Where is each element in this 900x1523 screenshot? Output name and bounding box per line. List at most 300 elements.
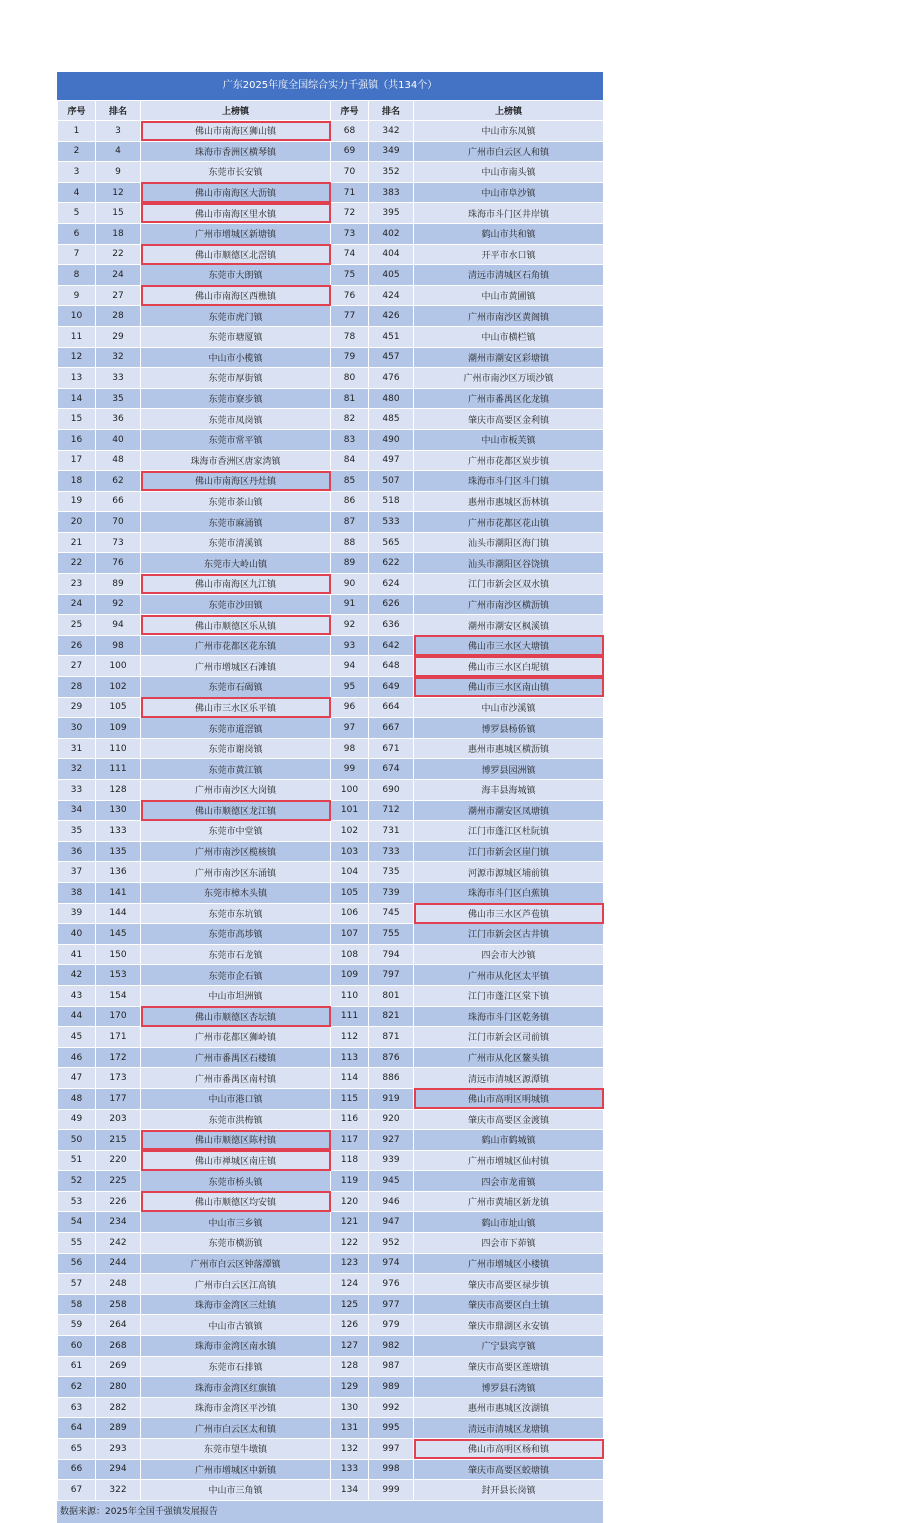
right-index-cell: 113 bbox=[331, 1047, 369, 1068]
left-rank-cell: 172 bbox=[96, 1047, 141, 1068]
header-row bbox=[58, 101, 604, 121]
left-rank-cell: 170 bbox=[96, 1006, 141, 1027]
left-town-cell: 中山市坦洲镇 bbox=[141, 985, 331, 1006]
right-town-cell: 江门市新会区古井镇 bbox=[414, 924, 604, 945]
right-rank-cell: 426 bbox=[369, 306, 414, 327]
left-index-cell: 11 bbox=[58, 326, 96, 347]
right-town-cell: 江门市新会区崖门镇 bbox=[414, 841, 604, 862]
left-town-cell: 东莞市桥头镇 bbox=[141, 1171, 331, 1192]
left-town-cell: 中山市港口镇 bbox=[141, 1088, 331, 1109]
right-rank-cell: 992 bbox=[369, 1397, 414, 1418]
left-index-cell: 46 bbox=[58, 1047, 96, 1068]
right-index-cell: 106 bbox=[331, 903, 369, 924]
right-index-cell: 112 bbox=[331, 1027, 369, 1048]
right-town-cell: 肇庆市高要区莲塘镇 bbox=[414, 1356, 604, 1377]
left-town-cell-highlighted: 佛山市南海区里水镇 bbox=[141, 203, 331, 224]
left-index-cell: 67 bbox=[58, 1480, 96, 1501]
right-town-cell: 中山市沙溪镇 bbox=[414, 697, 604, 718]
right-rank-cell: 733 bbox=[369, 841, 414, 862]
right-rank-cell: 451 bbox=[369, 326, 414, 347]
right-rank-cell: 636 bbox=[369, 615, 414, 636]
right-index-cell: 109 bbox=[331, 965, 369, 986]
left-rank-cell: 150 bbox=[96, 944, 141, 965]
left-index-cell: 4 bbox=[58, 182, 96, 203]
left-rank-cell: 242 bbox=[96, 1233, 141, 1254]
left-index-cell: 35 bbox=[58, 821, 96, 842]
right-town-cell: 开平市水口镇 bbox=[414, 244, 604, 265]
right-index-cell: 89 bbox=[331, 553, 369, 574]
left-index-cell: 2 bbox=[58, 141, 96, 162]
left-town-cell-highlighted: 佛山市三水区乐平镇 bbox=[141, 697, 331, 718]
right-index-cell: 73 bbox=[331, 223, 369, 244]
right-index-cell: 133 bbox=[331, 1459, 369, 1480]
table-row bbox=[58, 409, 604, 430]
left-index-cell: 32 bbox=[58, 759, 96, 780]
left-rank-cell: 268 bbox=[96, 1336, 141, 1357]
right-rank-cell: 739 bbox=[369, 882, 414, 903]
left-rank-cell: 173 bbox=[96, 1068, 141, 1089]
table-title: 广东2025年度全国综合实力千强镇（共134个） bbox=[57, 72, 603, 100]
left-town-cell: 中山市小榄镇 bbox=[141, 347, 331, 368]
right-rank-cell: 974 bbox=[369, 1253, 414, 1274]
left-index-cell: 61 bbox=[58, 1356, 96, 1377]
left-index-cell: 8 bbox=[58, 265, 96, 286]
left-town-cell: 广州市花都区狮岭镇 bbox=[141, 1027, 331, 1048]
table-row bbox=[58, 141, 604, 162]
left-rank-cell: 135 bbox=[96, 841, 141, 862]
left-index-cell: 31 bbox=[58, 738, 96, 759]
table-row bbox=[58, 1480, 604, 1501]
right-rank-cell: 982 bbox=[369, 1336, 414, 1357]
right-town-cell: 珠海市斗门区斗门镇 bbox=[414, 471, 604, 492]
right-index-cell: 110 bbox=[331, 985, 369, 1006]
left-rank-cell: 130 bbox=[96, 800, 141, 821]
left-rank-cell: 12 bbox=[96, 182, 141, 203]
left-rank-cell: 293 bbox=[96, 1439, 141, 1460]
left-town-cell: 中山市三乡镇 bbox=[141, 1212, 331, 1233]
right-rank-cell: 886 bbox=[369, 1068, 414, 1089]
left-rank-cell: 215 bbox=[96, 1130, 141, 1151]
left-rank-cell: 35 bbox=[96, 388, 141, 409]
right-index-cell: 123 bbox=[331, 1253, 369, 1274]
left-index-cell: 40 bbox=[58, 924, 96, 945]
left-rank-cell: 27 bbox=[96, 285, 141, 306]
left-town-cell: 中山市古镇镇 bbox=[141, 1315, 331, 1336]
right-town-cell: 广州市增城区小楼镇 bbox=[414, 1253, 604, 1274]
left-town-cell: 东莞市中堂镇 bbox=[141, 821, 331, 842]
left-town-cell: 东莞市大岭山镇 bbox=[141, 553, 331, 574]
left-index-cell: 19 bbox=[58, 491, 96, 512]
header-rank-right: 排名 bbox=[369, 101, 414, 121]
right-rank-cell: 352 bbox=[369, 162, 414, 183]
right-index-cell: 68 bbox=[331, 121, 369, 142]
left-rank-cell: 70 bbox=[96, 512, 141, 533]
left-town-cell-highlighted: 佛山市顺德区乐从镇 bbox=[141, 615, 331, 636]
left-index-cell: 12 bbox=[58, 347, 96, 368]
right-rank-cell: 649 bbox=[369, 677, 414, 698]
table-row bbox=[58, 1439, 604, 1460]
right-town-cell: 潮州市潮安区枫溪镇 bbox=[414, 615, 604, 636]
table-row bbox=[58, 265, 604, 286]
left-index-cell: 22 bbox=[58, 553, 96, 574]
right-rank-cell: 998 bbox=[369, 1459, 414, 1480]
left-index-cell: 30 bbox=[58, 718, 96, 739]
table-row bbox=[58, 244, 604, 265]
table-row bbox=[58, 553, 604, 574]
left-town-cell: 东莞市樟木头镇 bbox=[141, 882, 331, 903]
right-index-cell: 121 bbox=[331, 1212, 369, 1233]
right-rank-cell: 476 bbox=[369, 368, 414, 389]
right-index-cell: 127 bbox=[331, 1336, 369, 1357]
right-town-cell: 广宁县宾亨镇 bbox=[414, 1336, 604, 1357]
right-rank-cell: 402 bbox=[369, 223, 414, 244]
table-row bbox=[58, 574, 604, 595]
right-town-cell-highlighted: 佛山市三水区南山镇 bbox=[414, 677, 604, 698]
right-index-cell: 93 bbox=[331, 635, 369, 656]
right-rank-cell: 405 bbox=[369, 265, 414, 286]
right-town-cell: 四会市下茆镇 bbox=[414, 1233, 604, 1254]
right-town-cell: 肇庆市高要区禄步镇 bbox=[414, 1274, 604, 1295]
left-town-cell: 珠海市金湾区红旗镇 bbox=[141, 1377, 331, 1398]
left-rank-cell: 154 bbox=[96, 985, 141, 1006]
left-rank-cell: 76 bbox=[96, 553, 141, 574]
right-rank-cell: 497 bbox=[369, 450, 414, 471]
table-row bbox=[58, 1171, 604, 1192]
left-town-cell: 广州市南沙区东涌镇 bbox=[141, 862, 331, 883]
ranking-sheet bbox=[57, 72, 603, 1523]
right-index-cell: 104 bbox=[331, 862, 369, 883]
table-row bbox=[58, 1088, 604, 1109]
left-rank-cell: 36 bbox=[96, 409, 141, 430]
header-index-left: 序号 bbox=[58, 101, 96, 121]
right-town-cell-highlighted: 佛山市三水区白坭镇 bbox=[414, 656, 604, 677]
right-town-cell: 珠海市斗门区白蕉镇 bbox=[414, 882, 604, 903]
right-town-cell: 鹤山市址山镇 bbox=[414, 1212, 604, 1233]
left-town-cell: 东莞市清溪镇 bbox=[141, 532, 331, 553]
left-index-cell: 63 bbox=[58, 1397, 96, 1418]
table-row bbox=[58, 182, 604, 203]
right-rank-cell: 876 bbox=[369, 1047, 414, 1068]
left-index-cell: 1 bbox=[58, 121, 96, 142]
left-rank-cell: 94 bbox=[96, 615, 141, 636]
right-index-cell: 95 bbox=[331, 677, 369, 698]
right-rank-cell: 642 bbox=[369, 635, 414, 656]
left-rank-cell: 269 bbox=[96, 1356, 141, 1377]
left-rank-cell: 73 bbox=[96, 532, 141, 553]
left-town-cell: 珠海市金湾区平沙镇 bbox=[141, 1397, 331, 1418]
table-row bbox=[58, 1397, 604, 1418]
left-rank-cell: 171 bbox=[96, 1027, 141, 1048]
right-town-cell: 鹤山市鹤城镇 bbox=[414, 1130, 604, 1151]
table-row bbox=[58, 450, 604, 471]
table-row bbox=[58, 203, 604, 224]
right-index-cell: 76 bbox=[331, 285, 369, 306]
left-rank-cell: 141 bbox=[96, 882, 141, 903]
table-row bbox=[58, 512, 604, 533]
left-index-cell: 37 bbox=[58, 862, 96, 883]
right-town-cell: 惠州市惠城区汝湖镇 bbox=[414, 1397, 604, 1418]
table-row bbox=[58, 1130, 604, 1151]
left-rank-cell: 248 bbox=[96, 1274, 141, 1295]
left-rank-cell: 92 bbox=[96, 594, 141, 615]
right-rank-cell: 624 bbox=[369, 574, 414, 595]
left-index-cell: 23 bbox=[58, 574, 96, 595]
right-rank-cell: 977 bbox=[369, 1294, 414, 1315]
right-rank-cell: 533 bbox=[369, 512, 414, 533]
left-index-cell: 33 bbox=[58, 780, 96, 801]
right-index-cell: 122 bbox=[331, 1233, 369, 1254]
right-rank-cell: 735 bbox=[369, 862, 414, 883]
left-index-cell: 5 bbox=[58, 203, 96, 224]
left-index-cell: 27 bbox=[58, 656, 96, 677]
left-rank-cell: 40 bbox=[96, 429, 141, 450]
left-rank-cell: 294 bbox=[96, 1459, 141, 1480]
right-index-cell: 82 bbox=[331, 409, 369, 430]
right-town-cell: 海丰县海城镇 bbox=[414, 780, 604, 801]
left-rank-cell: 18 bbox=[96, 223, 141, 244]
right-rank-cell: 989 bbox=[369, 1377, 414, 1398]
right-index-cell: 74 bbox=[331, 244, 369, 265]
right-town-cell: 中山市东凤镇 bbox=[414, 121, 604, 142]
right-rank-cell: 939 bbox=[369, 1150, 414, 1171]
right-town-cell: 中山市南头镇 bbox=[414, 162, 604, 183]
left-index-cell: 18 bbox=[58, 471, 96, 492]
right-rank-cell: 945 bbox=[369, 1171, 414, 1192]
left-index-cell: 57 bbox=[58, 1274, 96, 1295]
table-row bbox=[58, 965, 604, 986]
left-town-cell-highlighted: 佛山市顺德区杏坛镇 bbox=[141, 1006, 331, 1027]
left-index-cell: 59 bbox=[58, 1315, 96, 1336]
right-rank-cell: 507 bbox=[369, 471, 414, 492]
right-town-cell: 江门市新会区双水镇 bbox=[414, 574, 604, 595]
right-rank-cell: 395 bbox=[369, 203, 414, 224]
right-rank-cell: 794 bbox=[369, 944, 414, 965]
left-index-cell: 15 bbox=[58, 409, 96, 430]
left-index-cell: 50 bbox=[58, 1130, 96, 1151]
left-town-cell: 东莞市企石镇 bbox=[141, 965, 331, 986]
left-town-cell: 东莞市横沥镇 bbox=[141, 1233, 331, 1254]
table-row bbox=[58, 491, 604, 512]
left-town-cell-highlighted: 佛山市南海区九江镇 bbox=[141, 574, 331, 595]
left-town-cell: 广州市番禺区南村镇 bbox=[141, 1068, 331, 1089]
left-town-cell: 珠海市金湾区南水镇 bbox=[141, 1336, 331, 1357]
table-row bbox=[58, 306, 604, 327]
right-index-cell: 130 bbox=[331, 1397, 369, 1418]
left-town-cell: 广州市白云区太和镇 bbox=[141, 1418, 331, 1439]
right-town-cell: 广州市从化区鳌头镇 bbox=[414, 1047, 604, 1068]
right-town-cell: 肇庆市高要区蛟塘镇 bbox=[414, 1459, 604, 1480]
table-row bbox=[58, 532, 604, 553]
left-index-cell: 52 bbox=[58, 1171, 96, 1192]
left-rank-cell: 133 bbox=[96, 821, 141, 842]
right-town-cell: 博罗县石湾镇 bbox=[414, 1377, 604, 1398]
table-row bbox=[58, 862, 604, 883]
right-index-cell: 87 bbox=[331, 512, 369, 533]
table-row bbox=[58, 800, 604, 821]
right-rank-cell: 712 bbox=[369, 800, 414, 821]
right-index-cell: 100 bbox=[331, 780, 369, 801]
left-town-cell: 东莞市寮步镇 bbox=[141, 388, 331, 409]
left-rank-cell: 280 bbox=[96, 1377, 141, 1398]
table-row bbox=[58, 1356, 604, 1377]
left-town-cell-highlighted: 佛山市顺德区北滘镇 bbox=[141, 244, 331, 265]
right-town-cell: 惠州市惠城区横沥镇 bbox=[414, 738, 604, 759]
right-index-cell: 101 bbox=[331, 800, 369, 821]
left-rank-cell: 145 bbox=[96, 924, 141, 945]
table-row bbox=[58, 615, 604, 636]
right-town-cell: 清远市清城区源潭镇 bbox=[414, 1068, 604, 1089]
left-rank-cell: 15 bbox=[96, 203, 141, 224]
table-row bbox=[58, 985, 604, 1006]
right-town-cell: 珠海市斗门区井岸镇 bbox=[414, 203, 604, 224]
right-index-cell: 117 bbox=[331, 1130, 369, 1151]
left-index-cell: 64 bbox=[58, 1418, 96, 1439]
right-rank-cell: 648 bbox=[369, 656, 414, 677]
left-index-cell: 13 bbox=[58, 368, 96, 389]
right-rank-cell: 821 bbox=[369, 1006, 414, 1027]
left-rank-cell: 111 bbox=[96, 759, 141, 780]
right-town-cell: 中山市阜沙镇 bbox=[414, 182, 604, 203]
right-index-cell: 86 bbox=[331, 491, 369, 512]
left-rank-cell: 100 bbox=[96, 656, 141, 677]
table-row bbox=[58, 368, 604, 389]
right-town-cell: 广州市花都区炭步镇 bbox=[414, 450, 604, 471]
right-index-cell: 92 bbox=[331, 615, 369, 636]
left-index-cell: 25 bbox=[58, 615, 96, 636]
table-body bbox=[58, 121, 604, 1501]
right-town-cell: 四会市龙甫镇 bbox=[414, 1171, 604, 1192]
right-town-cell: 河源市源城区埔前镇 bbox=[414, 862, 604, 883]
left-town-cell-highlighted: 佛山市顺德区龙江镇 bbox=[141, 800, 331, 821]
left-town-cell: 东莞市虎门镇 bbox=[141, 306, 331, 327]
right-index-cell: 84 bbox=[331, 450, 369, 471]
table-row bbox=[58, 223, 604, 244]
source-note: 数据来源：2025年全国千强镇发展报告 bbox=[57, 1501, 603, 1523]
left-index-cell: 39 bbox=[58, 903, 96, 924]
left-index-cell: 9 bbox=[58, 285, 96, 306]
right-index-cell: 88 bbox=[331, 532, 369, 553]
table-row bbox=[58, 821, 604, 842]
left-town-cell: 东莞市沙田镇 bbox=[141, 594, 331, 615]
left-rank-cell: 220 bbox=[96, 1150, 141, 1171]
right-index-cell: 111 bbox=[331, 1006, 369, 1027]
right-town-cell: 广州市从化区太平镇 bbox=[414, 965, 604, 986]
right-rank-cell: 622 bbox=[369, 553, 414, 574]
right-town-cell: 封开县长岗镇 bbox=[414, 1480, 604, 1501]
table-row bbox=[58, 1006, 604, 1027]
table-row bbox=[58, 1377, 604, 1398]
right-town-cell-highlighted: 佛山市三水区芦苞镇 bbox=[414, 903, 604, 924]
left-index-cell: 17 bbox=[58, 450, 96, 471]
right-rank-cell: 919 bbox=[369, 1088, 414, 1109]
right-rank-cell: 690 bbox=[369, 780, 414, 801]
table-row bbox=[58, 635, 604, 656]
left-index-cell: 47 bbox=[58, 1068, 96, 1089]
table-row bbox=[58, 903, 604, 924]
left-rank-cell: 128 bbox=[96, 780, 141, 801]
left-index-cell: 56 bbox=[58, 1253, 96, 1274]
left-index-cell: 3 bbox=[58, 162, 96, 183]
right-rank-cell: 745 bbox=[369, 903, 414, 924]
right-town-cell: 广州市增城区仙村镇 bbox=[414, 1150, 604, 1171]
table-row bbox=[58, 780, 604, 801]
left-index-cell: 42 bbox=[58, 965, 96, 986]
right-index-cell: 91 bbox=[331, 594, 369, 615]
left-town-cell: 广州市白云区钟落潭镇 bbox=[141, 1253, 331, 1274]
left-rank-cell: 258 bbox=[96, 1294, 141, 1315]
right-index-cell: 75 bbox=[331, 265, 369, 286]
right-town-cell: 广州市白云区人和镇 bbox=[414, 141, 604, 162]
right-index-cell: 90 bbox=[331, 574, 369, 595]
left-rank-cell: 22 bbox=[96, 244, 141, 265]
right-town-cell: 江门市蓬江区杜阮镇 bbox=[414, 821, 604, 842]
right-index-cell: 128 bbox=[331, 1356, 369, 1377]
table-row bbox=[58, 594, 604, 615]
left-town-cell: 广州市南沙区榄核镇 bbox=[141, 841, 331, 862]
table-row bbox=[58, 882, 604, 903]
left-town-cell: 东莞市黄江镇 bbox=[141, 759, 331, 780]
right-index-cell: 114 bbox=[331, 1068, 369, 1089]
left-rank-cell: 48 bbox=[96, 450, 141, 471]
right-town-cell: 中山市黄圃镇 bbox=[414, 285, 604, 306]
left-town-cell: 东莞市石排镇 bbox=[141, 1356, 331, 1377]
left-rank-cell: 62 bbox=[96, 471, 141, 492]
right-index-cell: 69 bbox=[331, 141, 369, 162]
left-rank-cell: 29 bbox=[96, 326, 141, 347]
right-rank-cell: 349 bbox=[369, 141, 414, 162]
left-town-cell: 中山市三角镇 bbox=[141, 1480, 331, 1501]
right-town-cell-highlighted: 佛山市高明区明城镇 bbox=[414, 1088, 604, 1109]
left-town-cell-highlighted: 佛山市顺德区均安镇 bbox=[141, 1191, 331, 1212]
right-town-cell: 广州市花都区花山镇 bbox=[414, 512, 604, 533]
table-row bbox=[58, 388, 604, 409]
table-row bbox=[58, 162, 604, 183]
table-row bbox=[58, 1253, 604, 1274]
left-town-cell: 东莞市石龙镇 bbox=[141, 944, 331, 965]
left-index-cell: 48 bbox=[58, 1088, 96, 1109]
header-rank-left: 排名 bbox=[96, 101, 141, 121]
right-rank-cell: 383 bbox=[369, 182, 414, 203]
left-town-cell: 广州市白云区江高镇 bbox=[141, 1274, 331, 1295]
right-rank-cell: 952 bbox=[369, 1233, 414, 1254]
left-rank-cell: 4 bbox=[96, 141, 141, 162]
left-index-cell: 62 bbox=[58, 1377, 96, 1398]
right-rank-cell: 565 bbox=[369, 532, 414, 553]
right-index-cell: 126 bbox=[331, 1315, 369, 1336]
left-rank-cell: 66 bbox=[96, 491, 141, 512]
left-index-cell: 28 bbox=[58, 677, 96, 698]
left-town-cell: 东莞市厚街镇 bbox=[141, 368, 331, 389]
right-index-cell: 94 bbox=[331, 656, 369, 677]
left-town-cell: 东莞市麻涌镇 bbox=[141, 512, 331, 533]
left-rank-cell: 144 bbox=[96, 903, 141, 924]
right-index-cell: 71 bbox=[331, 182, 369, 203]
right-index-cell: 129 bbox=[331, 1377, 369, 1398]
header-town-right: 上榜镇 bbox=[414, 101, 604, 121]
right-town-cell: 博罗县园洲镇 bbox=[414, 759, 604, 780]
right-rank-cell: 987 bbox=[369, 1356, 414, 1377]
right-town-cell-highlighted: 佛山市三水区大塘镇 bbox=[414, 635, 604, 656]
left-town-cell: 东莞市道滘镇 bbox=[141, 718, 331, 739]
left-rank-cell: 136 bbox=[96, 862, 141, 883]
table-row bbox=[58, 1336, 604, 1357]
left-town-cell: 广州市南沙区大岗镇 bbox=[141, 780, 331, 801]
right-index-cell: 118 bbox=[331, 1150, 369, 1171]
right-rank-cell: 797 bbox=[369, 965, 414, 986]
left-rank-cell: 177 bbox=[96, 1088, 141, 1109]
table-row bbox=[58, 1191, 604, 1212]
right-town-cell: 广州市黄埔区新龙镇 bbox=[414, 1191, 604, 1212]
